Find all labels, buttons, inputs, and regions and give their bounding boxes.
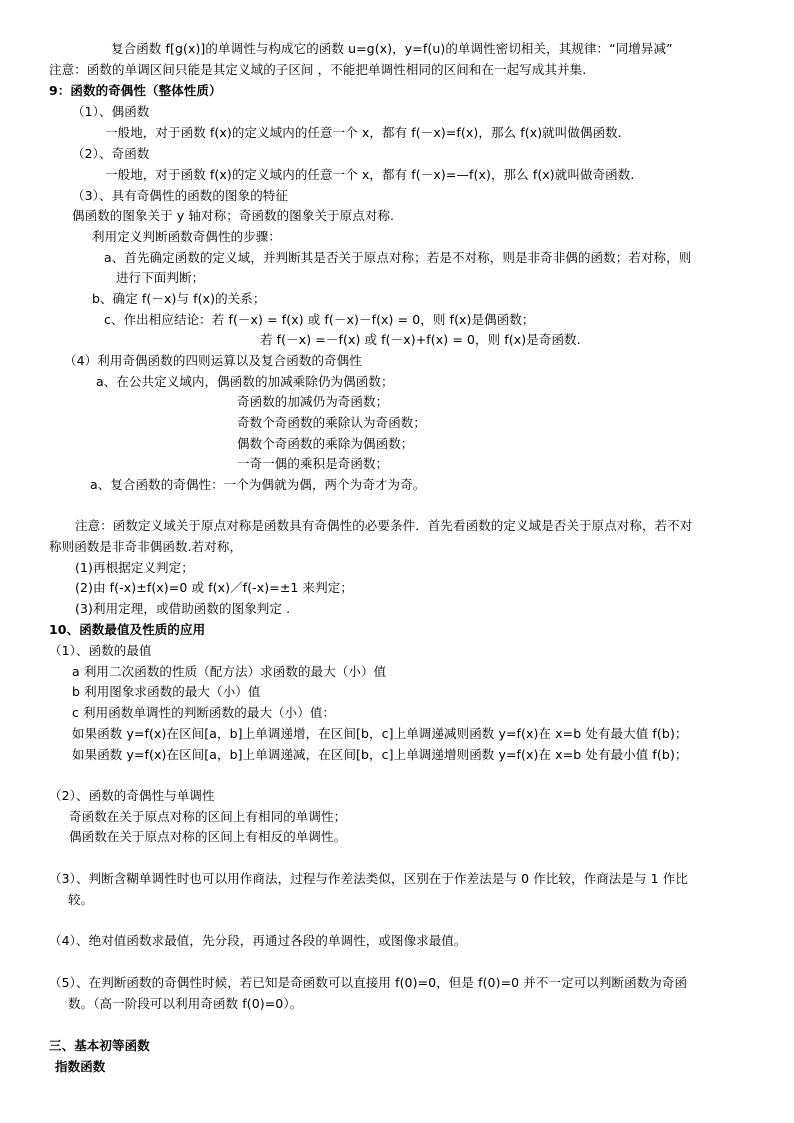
extrema-method-a: a 利用二次函数的性质（配方法）求函数的最大（小）值	[72, 664, 387, 679]
note-monotonic-interval: 注意：函数的单调区间只能是其定义域的子区间 ，不能把单调性相同的区间和在一起写成其并集.	[49, 62, 587, 77]
section-heading-extrema: 10、函数最值及性质的应用	[49, 622, 206, 637]
quotient-method-text: （3）、判断含糊单调性时也可以用作商法，过程与作差法类似，区别在于作差法是与 0 作比较，作商法是与 1 作比	[49, 871, 689, 886]
note-domain-symmetry-continued: 称则函数是非奇非偶函数.若对称，	[49, 539, 243, 554]
section-heading-parity: 9：函数的奇偶性（整体性质）	[49, 83, 222, 98]
arith-rule-odd-count-product: 奇数个奇函数的乘除认为奇函数；	[237, 415, 427, 430]
extrema-method-b: b 利用图象求函数的最大（小）值	[72, 684, 261, 699]
subheading-graph-features: （3）、具有奇偶性的函数的图象的特征	[72, 188, 289, 203]
min-value-rule: 如果函数 y=f(x)在区间[a，b]上单调递减，在区间[b，c]上单调递增则函数 y=f(x)在 x=b 处有最小值 f(b)；	[72, 747, 688, 762]
parity-step-b: b、确定 f(－x)与 f(x)的关系；	[92, 291, 266, 306]
note-domain-symmetry: 注意：函数定义域关于原点对称是函数具有奇偶性的必要条件．首先看函数的定义域是否关于原点对称，若不对	[75, 518, 693, 533]
even-function-definition: 一般地，对于函数 f(x)的定义域内的任意一个 x，都有 f(－x)=f(x)，那么 f(x)就叫做偶函数.	[105, 125, 622, 140]
quotient-method-continued: 较。	[68, 892, 94, 907]
method-definition: (1)再根据定义判定；	[75, 560, 194, 575]
max-value-rule: 如果函数 y=f(x)在区间[a，b]上单调递增，在区间[b，c]上单调递减则函数 y=f(x)在 x=b 处有最大值 f(b)；	[72, 726, 688, 741]
subheading-even-function: （1）、偶函数	[72, 104, 150, 119]
subheading-exponential-function: 指数函数	[55, 1059, 106, 1074]
absolute-value-text: （4）、绝对值函数求最值，先分段，再通过各段的单调性，或图像求最值。	[49, 933, 467, 948]
subheading-extrema: （1）、函数的最值	[49, 643, 152, 658]
arith-rule-odd-sum: 奇函数的加减仍为奇函数；	[237, 394, 389, 409]
odd-function-definition: 一般地，对于函数 f(x)的定义域内的任意一个 x，都有 f(－x)=—f(x)，那么 f(x)就叫做奇函数.	[105, 167, 635, 182]
method-theorem-graph: (3)利用定理，或借助函数的图象判定 .	[75, 601, 291, 616]
arith-rule-mixed-product: 一奇一偶的乘积是奇函数；	[237, 456, 389, 471]
subheading-parity-monotonicity: （2）、函数的奇偶性与单调性	[49, 788, 215, 803]
even-monotonicity-rule: 偶函数在关于原点对称的区间上有相反的单调性。	[69, 829, 347, 844]
arith-rule-even: a、在公共定义域内，偶函数的加减乘除仍为偶函数；	[96, 374, 394, 389]
odd-monotonicity-rule: 奇函数在关于原点对称的区间上有相同的单调性；	[69, 809, 347, 824]
parity-step-a: a、首先确定函数的定义域，并判断其是否关于原点对称；若是不对称，则是非奇非偶的函数；若对称，则	[104, 250, 692, 265]
odd-zero-text: （5）、在判断函数的奇偶性时候，若已知是奇函数可以直接用 f(0)=0，但是 f(0)=0 并不一定可以判断函数为奇函	[49, 975, 688, 990]
graph-symmetry-text: 偶函数的图象关于 y 轴对称；奇函数的图象关于原点对称.	[72, 208, 395, 223]
extrema-method-c: c 利用函数单调性的判断函数的最大（小）值：	[72, 705, 336, 720]
composite-parity-rule: a、复合函数的奇偶性：一个为偶就为偶，两个为奇才为奇。	[90, 477, 426, 492]
odd-zero-continued: 数。（高一阶段可以利用奇函数 f(0)=0）。	[68, 996, 303, 1011]
section-heading-basic-functions: 三、基本初等函数	[49, 1038, 150, 1053]
parity-step-c-odd: 若 f(－x) =－f(x) 或 f(－x)+f(x) = 0，则 f(x)是奇函数.	[260, 332, 581, 347]
subheading-odd-function: （2）、奇函数	[72, 146, 150, 161]
subheading-arithmetic-parity: （4）利用奇偶函数的四则运算以及复合函数的奇偶性	[64, 353, 362, 368]
composite-monotonicity-rule: 复合函数 f[g(x)]的单调性与构成它的函数 u=g(x)，y=f(u)的单调性密切相关，其规律：“同增异减”	[111, 41, 673, 56]
parity-step-a-continued: 进行下面判断；	[116, 270, 205, 285]
parity-steps-heading: 利用定义判断函数奇偶性的步骤：	[92, 229, 282, 244]
parity-step-c: c、作出相应结论：若 f(－x) = f(x) 或 f(－x)－f(x) = 0，则 f(x)是偶函数；	[104, 312, 535, 327]
arith-rule-even-count-product: 偶数个奇函数的乘除为偶函数；	[237, 436, 414, 451]
method-formula: (2)由 f(-x)±f(x)=0 或 f(x)／f(-x)=±1 来判定；	[75, 580, 353, 595]
